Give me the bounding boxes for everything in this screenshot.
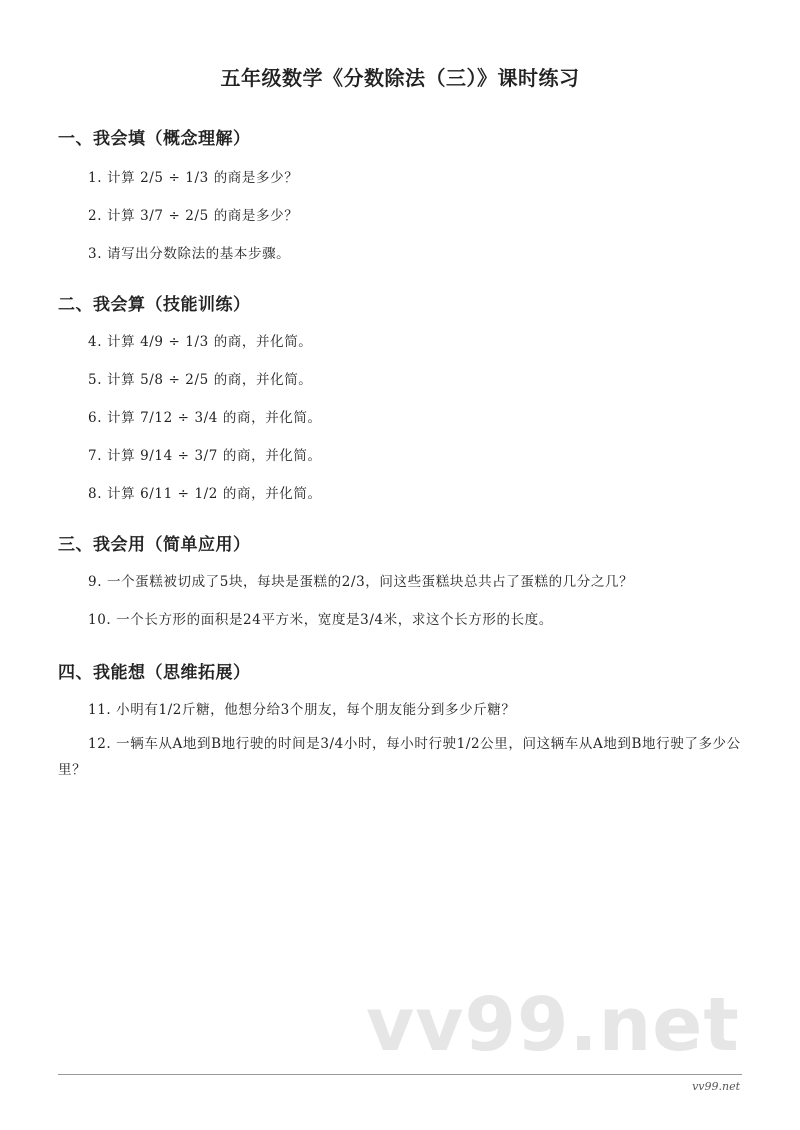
section-4-heading: 四、我能想（思维拓展） [58,663,251,683]
question-10: 10. 一个长方形的面积是24平方米，宽度是3/4米，求这个长方形的长度。 [88,612,553,628]
question-8: 8. 计算 6/11 ÷ 1/2 的商，并化简。 [88,486,322,502]
footer-divider [58,1074,742,1075]
question-4: 4. 计算 4/9 ÷ 1/3 的商，并化简。 [88,334,313,350]
question-5: 5. 计算 5/8 ÷ 2/5 的商，并化简。 [88,372,313,388]
question-11: 11. 小明有1/2斤糖，他想分给3个朋友，每个朋友能分到多少斤糖？ [88,702,516,718]
question-2: 2. 计算 3/7 ÷ 2/5 的商是多少？ [88,208,299,224]
question-6: 6. 计算 7/12 ÷ 3/4 的商，并化简。 [88,410,322,426]
section-2-heading: 二、我会算（技能训练） [58,295,251,315]
page-title: 五年级数学《分数除法（三）》课时练习 [220,66,580,90]
question-12: 12. 一辆车从A地到B地行驶的时间是3/4小时，每小时行驶1/2公里，问这辆车从A地到B地行驶了多少公里？ [58,736,741,778]
question-9: 9. 一个蛋糕被切成了5块，每块是蛋糕的2/3，问这些蛋糕块总共占了蛋糕的几分之几？ [88,574,634,590]
question-1: 1. 计算 2/5 ÷ 1/3 的商是多少？ [88,170,299,186]
section-1-heading: 一、我会填（概念理解） [58,129,251,149]
question-3: 3. 请写出分数除法的基本步骤。 [88,246,291,262]
footer-site-text: vv99.net [692,1080,740,1093]
watermark: vv99.net [366,982,740,1068]
section-3-heading: 三、我会用（简单应用） [58,535,251,555]
question-7: 7. 计算 9/14 ÷ 3/7 的商，并化简。 [88,448,322,464]
